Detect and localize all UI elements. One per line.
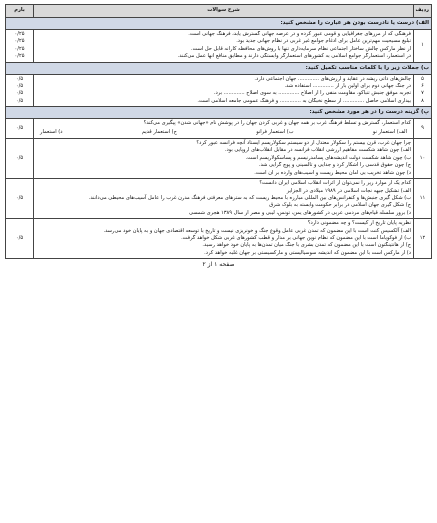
question-text: کدام استعمار، گسترش و تسلط فرهنگ غرب بر همه جهان و غربی کردن جهان را در پوشش نام «جهانی شدن» پیگیری می‌کند؟ xyxy=(143,120,411,127)
section-a-num: ۱ xyxy=(414,30,432,63)
section-a-scores xyxy=(6,30,34,63)
question-row xyxy=(6,219,432,259)
header-score: بارم xyxy=(6,5,34,18)
exam-sheet xyxy=(5,4,432,268)
option-item[interactable]: د) از مارکس است با این مضمون که اندیشه سوسیالیستی و مارکسیستی بر جهان غلبه خواهد کرد. xyxy=(204,249,411,256)
list-item: تجربه موفق جنبش تنباکو، مقاومت منفی را از اصلاح ............. به سوی اصلاح ............. برد. xyxy=(213,90,411,97)
score-value: ۰/۵ xyxy=(15,83,24,90)
question-score: ۰/۵ xyxy=(6,139,34,179)
option-item[interactable]: ب) چون شاهد شکست دولت اندیشه‌های پسامدرنیسم و پساسکولاریسم است. xyxy=(245,154,411,161)
page-number: صفحه ۱ از ۲ xyxy=(202,261,235,269)
score-value: ۰/۲۵ xyxy=(14,53,25,60)
section-b-row xyxy=(6,74,432,107)
section-a-title-row xyxy=(6,18,432,30)
option-item[interactable]: د) استعمار xyxy=(40,128,63,135)
option-item[interactable]: الف) چون شاهد شکست مفاهیم ارزشی انقلاب فرانسه در مقابل انقلاب‌های اروپایی بود. xyxy=(224,147,411,154)
question-text: کدام یک از موارد زیر را نمی‌توان از اثرات انقلاب اسلامی ایران دانست؟ xyxy=(259,180,411,187)
question-score: ۰/۵ xyxy=(6,219,34,259)
score-value: ۰/۵ xyxy=(15,97,24,104)
option-item[interactable]: ب) شکل گیری جنبش‌ها و کنفرانس‌های بین المللی مبارزه با محیط زیست که به سترهای معرفتی فرهنگ مدرن غرب را عامل آسیب‌های محیطی می‌دانند. xyxy=(88,194,411,201)
option-item[interactable]: د) چون شاهد تخریب بی امان محیط زیست و آسیب‌های وارده بر آن است. xyxy=(254,169,411,176)
question-row xyxy=(6,119,432,139)
option-item[interactable]: ج) شکل گیری جهان اسلامی در برابر حکومت وابسته به بلوک شرق xyxy=(269,202,411,209)
score-value: ۰/۲۵ xyxy=(14,45,25,52)
option-item[interactable]: الف) آلکسیس کنت است با این مضمون که تمدن غربی عامل وقوع جنگ و خونریزی نیست و تاریخ با توسعه اقتصادی جهان و به پایان خود می‌رسد. xyxy=(103,227,411,234)
list-item: در استعمار، استعمارگر جوامع اسلامی به کشورهای استعمارگر وابستگی دارند و مطابق منافع آنها عمل می‌کنند. xyxy=(177,53,411,60)
table-header xyxy=(6,5,432,18)
section-b-title: ب) جملات زیر را با کلمات مناسب تکمیل کنید: xyxy=(6,62,432,74)
question-text: نظریه پایان تاریخ از کیست؟ و چه مضمونی دارد؟ xyxy=(307,220,411,227)
header-row-num: ردیف xyxy=(414,5,432,18)
row-num: ۵ xyxy=(421,75,424,82)
question-text: چرا جهان غرب، قرن بیستم را سکولار معتدل از دو سیستم سکولاریسم ایستاد آنچه فرانسه عبور کرد؟ xyxy=(196,140,411,147)
score-value: ۰/۲۵ xyxy=(14,38,25,45)
option-item[interactable]: ج) از هانتینگتون است با این مضمون که تمدن بشری با جنگ میان تمدن‌ها به پایان خود خواهد رسید. xyxy=(202,242,411,249)
option-item[interactable]: الف) تشکیل جبهه نجات اسلامی در ۱۹۸۹ میلادی در الجزایر xyxy=(286,187,411,194)
option-item[interactable]: ج) استعمار قدیم xyxy=(141,128,177,135)
section-c-title: پ) گزینه درست را در هر مورد مشخص کنید: xyxy=(6,107,432,119)
list-item: از نظر مارکس چالش ساختار اجتماعی نظام سرمایه‌داری تنها با روش‌های محافظه کارانه قابل حل است. xyxy=(191,45,411,52)
section-a-items xyxy=(34,30,414,63)
list-item: تبلیغ مسیحیت مهم‌ترین عامل برای ادغام جوامع غیر غربی در نظام جهانی جدید بود. xyxy=(236,38,411,45)
question-num: ۱۲ xyxy=(414,219,432,259)
question-body xyxy=(34,139,414,179)
options-inline xyxy=(36,128,411,137)
section-c-title-row xyxy=(6,107,432,119)
list-item: بیداری اسلامی حاصل ............. از سطح نخبگان به ............. و فرهنگ عمومی جامعه اسلامی است. xyxy=(197,97,411,104)
section-b-title-row xyxy=(6,62,432,74)
row-num: ۶ xyxy=(421,83,424,90)
section-a-row xyxy=(6,30,432,63)
exam-table xyxy=(5,4,432,259)
question-score: ۰/۵ xyxy=(6,179,34,219)
section-a-title: الف) درست یا نادرست بودن هر عبارت را مشخص کنید: xyxy=(6,18,432,30)
score-value: ۰/۵ xyxy=(15,90,24,97)
question-num: ۹ xyxy=(414,119,432,139)
row-num: ۸ xyxy=(421,97,424,104)
section-b-nums xyxy=(414,74,432,107)
question-body xyxy=(34,219,414,259)
question-score: ۰/۵ xyxy=(6,119,34,139)
question-body xyxy=(34,179,414,219)
option-item[interactable]: ج) چون حقوق قدسی را آشکار کرد و جدایی و تالسینی و پوچ گرایی شد. xyxy=(258,162,411,169)
list-item: چالش‌های ذاتی ریشه در عقاید و ارزش‌های ............. جهان اجتماعی دارد. xyxy=(254,75,411,82)
list-item: فرهنگی که از مرزهای جغرافیایی و قومی عبور کرده و در عرصه جهانی گسترش یابد، فرهنگ جهانی است. xyxy=(188,31,411,37)
score-value: ۰/۲۵ xyxy=(14,31,25,37)
score-value: ۰/۵ xyxy=(15,75,24,82)
option-item[interactable]: د) بروز سلسله قیام‌های مردمی عربی در کشورهای یمن، تونس، لیبی و مصر از سال ۱۳۸۹ هجری شمسی xyxy=(189,209,411,216)
list-item: در جنگ جهانی دوم برای اولین بار از ............. استفاده شد. xyxy=(284,83,411,90)
section-b-scores xyxy=(6,74,34,107)
section-b-items xyxy=(34,74,414,107)
question-num: ۱۰ xyxy=(414,139,432,179)
question-row xyxy=(6,179,432,219)
header-description: شرح سوالات xyxy=(34,5,414,18)
option-item[interactable]: ب) استعمار فرانو xyxy=(256,128,294,135)
option-item[interactable]: ب) از فوکویاما است با این مضمون که نظام نوین جهانی بر مدار و قطب کشورهای غربی شکل خواهد گرفت. xyxy=(181,234,411,241)
question-body xyxy=(34,119,414,139)
option-item[interactable]: الف) استعمار نو xyxy=(372,128,407,135)
question-num: ۱۱ xyxy=(414,179,432,219)
row-num: ۷ xyxy=(421,90,424,97)
question-row xyxy=(6,139,432,179)
